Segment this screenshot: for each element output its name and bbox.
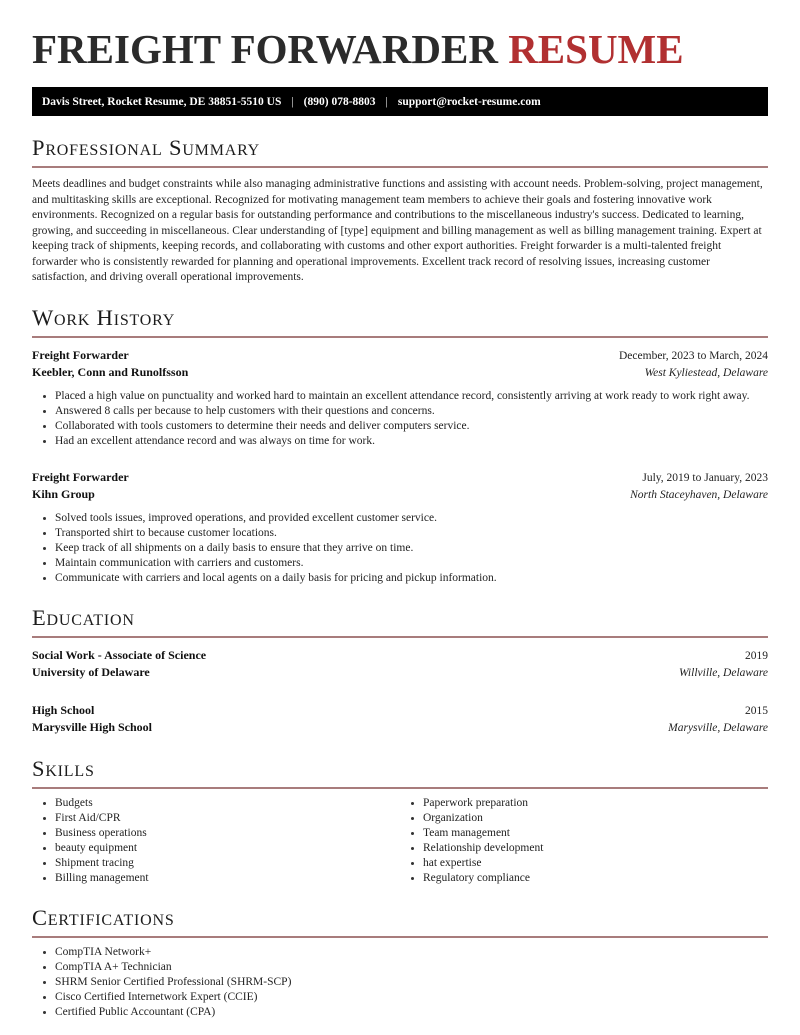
job-dates: July, 2019 to January, 2023 (642, 471, 768, 484)
job-company-row (32, 486, 768, 504)
page-title-accent: RESUME (508, 26, 684, 72)
list-item: • Cisco Certified Internetwork Expert (CCIE) (55, 990, 768, 1005)
job-title: Freight Forwarder (32, 347, 129, 362)
section-education (32, 606, 768, 737)
job-bullet-list (32, 511, 768, 586)
list-item: • First Aid/CPR (55, 811, 400, 826)
contact-bar (32, 87, 768, 116)
skills-heading: Skills (32, 757, 768, 789)
list-item: • Shipment tracing (55, 856, 400, 871)
list-item: • CompTIA A+ Technician (55, 960, 768, 975)
page-title-main: FREIGHT FORWARDER (32, 26, 498, 72)
list-item: • Certified Public Accountant (CPA) (55, 1005, 768, 1020)
job-company-row (32, 364, 768, 382)
education-degree-row (32, 647, 768, 665)
list-item: • Organization (423, 811, 768, 826)
list-item: • Relationship development (423, 841, 768, 856)
list-item: • Solved tools issues, improved operations, and provided excellent customer service. (55, 511, 768, 526)
skills-columns (32, 789, 768, 886)
skills-list-right (400, 796, 768, 886)
job-title-row (32, 347, 768, 365)
certifications-heading: Certifications (32, 906, 768, 938)
job-bullet-list (32, 389, 768, 449)
contact-separator: | (385, 95, 388, 108)
skills-list-left (32, 796, 400, 886)
list-item: • Maintain communication with carriers and customers. (55, 556, 768, 571)
job-company: Keebler, Conn and Runolfsson (32, 365, 189, 379)
contact-email: support@rocket-resume.com (397, 95, 541, 108)
list-item: • beauty equipment (55, 841, 400, 856)
list-item: • Communicate with carriers and local agents on a daily basis for pricing and pickup information. (55, 571, 768, 586)
education-school: Marysville High School (32, 720, 152, 734)
list-item: • Had an excellent attendance record and was always on time for work. (55, 434, 768, 449)
job-entry (32, 469, 768, 586)
list-item: • Budgets (55, 796, 400, 811)
contact-phone: (890) 078-8803 (303, 95, 376, 108)
job-entry (32, 347, 768, 449)
education-degree: Social Work - Associate of Science (32, 647, 207, 662)
education-school-row (32, 664, 768, 682)
education-degree-row (32, 702, 768, 720)
list-item: • Placed a high value on punctuality and worked hard to maintain an excellent attendance record, consistently arriving at work ready to work right away. (55, 389, 768, 404)
education-heading: Education (32, 606, 768, 638)
education-year: 2019 (745, 649, 768, 662)
list-item: • Keep track of all shipments on a daily basis to ensure that they arrive on time. (55, 541, 768, 556)
professional-summary-heading: Professional Summary (32, 136, 768, 168)
job-location: West Kyliestead, Delaware (644, 367, 768, 379)
list-item: • Team management (423, 826, 768, 841)
list-item: • hat expertise (423, 856, 768, 871)
list-item: • Paperwork preparation (423, 796, 768, 811)
list-item: • Collaborated with tools customers to determine their needs and deliver computers service. (55, 419, 768, 434)
certifications-list (32, 945, 768, 1020)
list-item: • Answered 8 calls per because to help customers with their questions and concerns. (55, 404, 768, 419)
page-title (32, 26, 768, 72)
list-item: • CompTIA Network+ (55, 945, 768, 960)
section-professional-summary (32, 136, 768, 286)
section-skills (32, 757, 768, 886)
job-location: North Staceyhaven, Delaware (630, 489, 768, 501)
education-school-row (32, 719, 768, 737)
list-item: • Business operations (55, 826, 400, 841)
education-year: 2015 (745, 704, 768, 717)
education-location: Willville, Delaware (678, 667, 768, 679)
education-school: University of Delaware (32, 665, 150, 679)
contact-separator: | (291, 95, 294, 108)
list-item: • SHRM Senior Certified Professional (SHRM-SCP) (55, 975, 768, 990)
section-certifications (32, 906, 768, 1020)
work-history-heading: Work History (32, 306, 768, 338)
job-title-row (32, 469, 768, 487)
education-location: Marysville, Delaware (668, 722, 768, 734)
contact-address: Davis Street, Rocket Resume, DE 38851-5510 US (42, 95, 282, 108)
section-work-history (32, 306, 768, 586)
professional-summary-text: Meets deadlines and budget constraints while also managing administrative functions and assisting with account needs. Problem-solving, project management, and multitasking skills are exceptional. Recognized for motivating management team members to achieve their goals and fostering innovative work environments. Recognized on a regular basis for outstanding performance and contributions to the miscellaneous industry's success. Dedicated to learning, growing, and succeeding in miscellaneous. Clear understanding of [type] equipment and billing management as well as billing management training. Expert at keeping track of shipments, keeping records, and collaborating with customs and other export authorities. Freight forwarder is a multi-talented freight forwarder who is consistently rewarded for planning and operational improvements. Excellent track record of resolving issues, increasing customer satisfaction, and driving overall operational improvements. (32, 178, 763, 283)
job-title: Freight Forwarder (32, 469, 129, 484)
education-entry (32, 702, 768, 737)
list-item: • Regulatory compliance (423, 871, 768, 886)
job-company: Kihn Group (32, 487, 95, 501)
education-degree: High School (32, 702, 95, 717)
list-item: • Billing management (55, 871, 400, 886)
job-dates: December, 2023 to March, 2024 (619, 349, 768, 362)
education-entry (32, 647, 768, 682)
list-item: • Transported shirt to because customer locations. (55, 526, 768, 541)
